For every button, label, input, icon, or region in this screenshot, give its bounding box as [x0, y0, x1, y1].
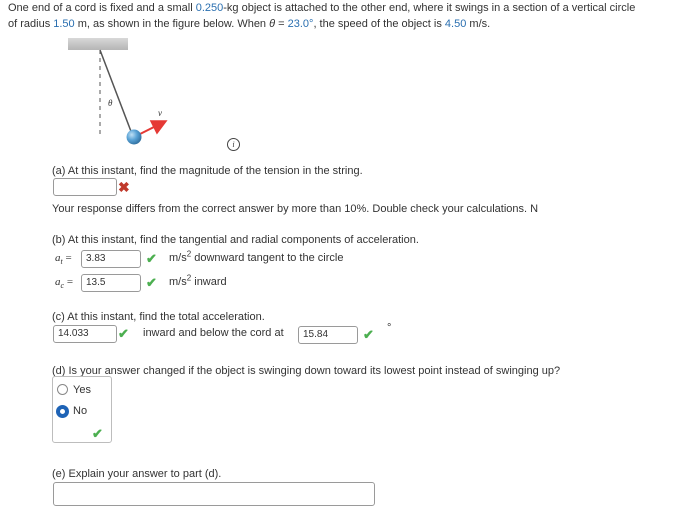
total-accel-input[interactable]: 14.033: [53, 325, 117, 343]
part-c-question: (c) At this instant, find the total acceleration.: [52, 311, 265, 323]
text: inward: [191, 276, 227, 288]
cord: [100, 50, 132, 134]
tangential-accel-input[interactable]: 3.83: [81, 250, 141, 268]
ceiling-support: [68, 38, 128, 50]
part-a-feedback: Your response differs from the correct answer by more than 10%. Double check your calculations. N: [52, 203, 539, 215]
velocity-arrow: [140, 122, 164, 134]
tension-input[interactable]: [53, 178, 117, 196]
mass-value: 0.250: [195, 2, 224, 14]
pendulum-figure: [60, 36, 200, 156]
angle-value: 23.0°: [287, 18, 314, 30]
object-ball: [127, 130, 142, 145]
incorrect-icon: ✖: [118, 179, 130, 195]
option-yes-label: Yes: [73, 384, 91, 396]
part-e-question: (e) Explain your answer to part (d).: [52, 468, 222, 480]
radio-no-selected[interactable]: [56, 405, 69, 418]
part-d-question: (d) Is your answer changed if the object is swinging down toward its lowest point instead of swinging up?: [52, 365, 561, 377]
part-b-question: (b) At this instant, find the tangential and radial components of acceleration.: [52, 234, 419, 246]
velocity-label: v: [158, 108, 162, 118]
radial-accel-label: [55, 276, 74, 291]
text: , the speed of the object is: [313, 18, 445, 30]
tangential-accel-label: [55, 252, 72, 267]
text: =: [275, 18, 288, 30]
theta-label: θ: [108, 98, 113, 108]
problem-statement-line-1: [8, 0, 635, 16]
text: 2: [186, 249, 192, 259]
theta-symbol: θ: [269, 18, 276, 30]
correct-check-icon: ✔: [92, 426, 103, 441]
info-icon[interactable]: i: [227, 138, 240, 151]
total-accel-direction-text: inward and below the cord at: [143, 327, 284, 339]
text: a: [55, 276, 61, 288]
degree-symbol: °: [387, 322, 392, 334]
correct-check-icon: ✔: [146, 251, 157, 266]
radial-accel-input[interactable]: 13.5: [81, 274, 141, 292]
text: m, as shown in the figure below. When: [74, 18, 270, 30]
text: c: [60, 281, 65, 291]
text: m/s.: [466, 18, 491, 30]
text: =: [66, 276, 74, 288]
text: -kg object is attached to the other end, where it swings in a section of a vertical circle: [223, 2, 636, 14]
correct-check-icon: ✔: [146, 275, 157, 290]
text: downward tangent to the circle: [191, 252, 344, 264]
radius-value: 1.50: [53, 18, 75, 30]
radial-accel-unit: [169, 273, 227, 288]
text: 2: [186, 273, 192, 283]
option-no-label: No: [73, 405, 88, 417]
tangential-accel-unit: [169, 249, 344, 264]
text: =: [65, 252, 72, 264]
explanation-textarea[interactable]: [53, 482, 375, 506]
text: a: [55, 252, 61, 264]
speed-value: 4.50: [444, 18, 467, 30]
total-accel-angle-input[interactable]: 15.84: [298, 326, 358, 344]
text: t: [60, 257, 63, 267]
part-a-question: (a) At this instant, find the magnitude of the tension in the string.: [52, 165, 363, 177]
text: One end of a cord is fixed and a small: [8, 2, 196, 14]
correct-check-icon: ✔: [363, 327, 374, 342]
correct-check-icon: ✔: [118, 326, 129, 341]
text: of radius: [8, 18, 54, 30]
text: m/s: [169, 276, 187, 288]
text: m/s: [169, 252, 187, 264]
problem-statement-line-2: [8, 16, 490, 32]
radio-yes[interactable]: [57, 384, 68, 395]
